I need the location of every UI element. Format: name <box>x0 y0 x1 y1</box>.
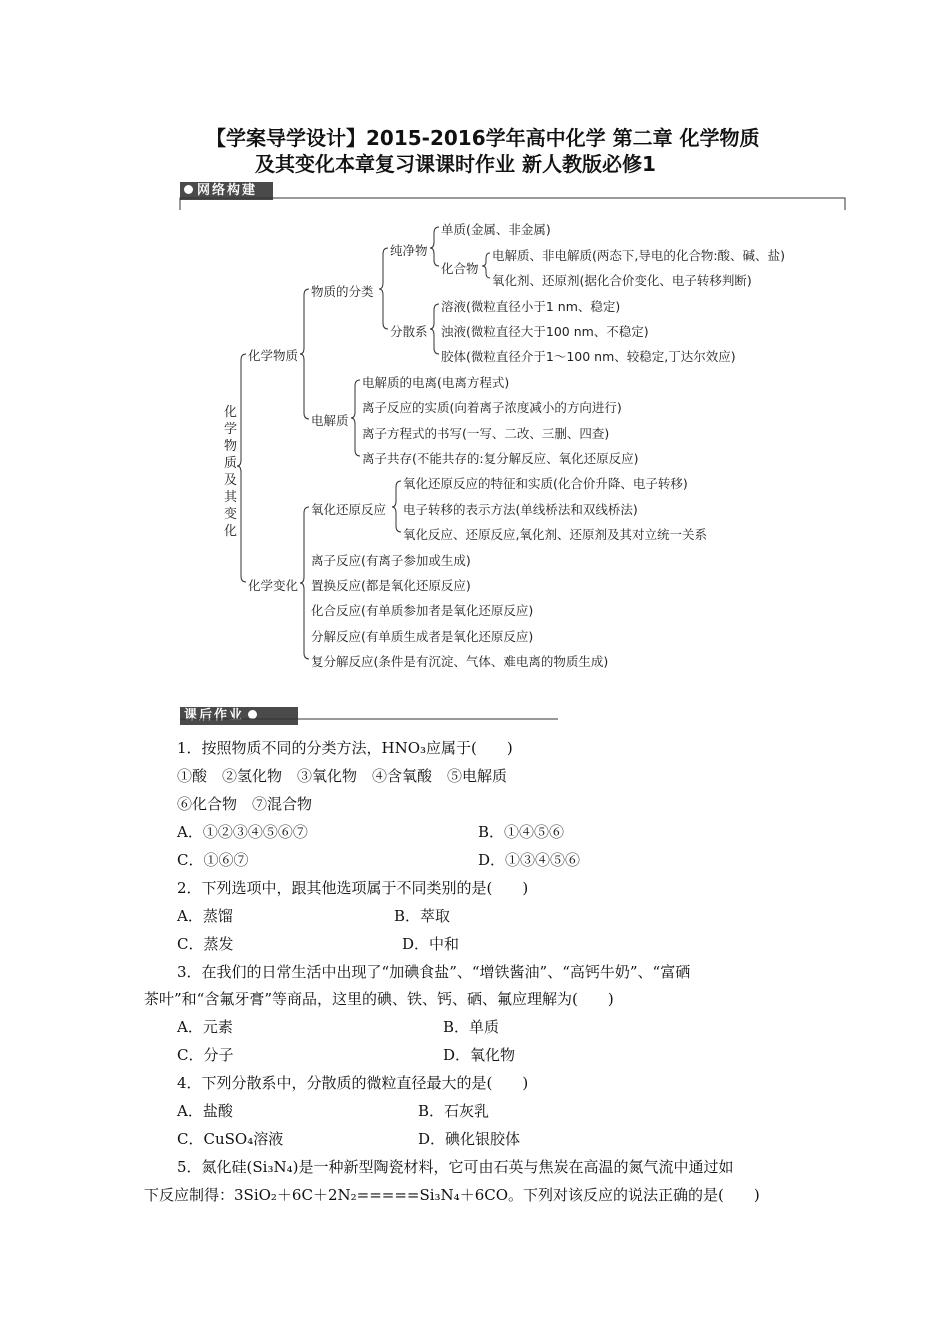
node-elementary: 单质(金属、非金属) <box>441 222 551 237</box>
option-a: A．蒸馏 <box>177 907 233 925</box>
redox-item: 电子转移的表示方法(单线桥法和双线桥法) <box>403 502 638 517</box>
question-stem: 4．下列分散系中，分散质的微粒直径最大的是( ) <box>177 1074 529 1092</box>
option-b: B．石灰乳 <box>418 1102 490 1120</box>
option-c: C．蒸发 <box>177 935 234 953</box>
option-b: B．单质 <box>443 1018 500 1036</box>
question-line: ⑥化合物 ⑦混合物 <box>177 795 313 813</box>
option-b: B．萃取 <box>394 907 451 925</box>
node-redox: 氧化还原反应 <box>311 502 387 517</box>
option-c: C．分子 <box>177 1046 234 1064</box>
option-a: A．元素 <box>177 1018 233 1036</box>
node-compound: 化合物 <box>441 261 479 276</box>
node-colloid: 胶体(微粒直径介于1～100 nm、较稳定,丁达尔效应) <box>441 349 736 364</box>
node-substance: 化学物质 <box>248 348 299 363</box>
question-line: ①酸 ②氢化物 ③氧化物 ④含氧酸 ⑤电解质 <box>177 767 508 785</box>
option-c: C．CuSO₄溶液 <box>177 1130 284 1148</box>
node-turbid: 浊液(微粒直径大于100 nm、不稳定) <box>441 324 649 339</box>
electrolyte-item: 电解质的电离(电离方程式) <box>362 375 510 390</box>
document-title-line1: 【学案导学设计】2015-2016学年高中化学 第二章 化学物质 <box>206 126 760 150</box>
network-banner-label: 网络构建 <box>197 183 258 198</box>
redox-item: 氧化还原反应的特征和实质(化合价升降、电子转移) <box>403 476 688 491</box>
reaction-type: 离子反应(有离子参加或生成) <box>311 553 471 568</box>
question-stem-cont: 下反应制得：3SiO₂＋6C＋2N₂=====Si₃N₄＋6CO。下列对该反应的说法正确的是( ) <box>144 1186 760 1204</box>
option-d: D．中和 <box>402 935 460 953</box>
reaction-type: 置换反应(都是氧化还原反应) <box>311 578 471 593</box>
node-redox-agents: 氧化剂、还原剂(据化合价变化、电子转移判断) <box>492 273 752 288</box>
node-electrolyte-def: 电解质、非电解质(两态下,导电的化合物:酸、碱、盐) <box>492 248 785 263</box>
option-c: C．①⑥⑦ <box>177 851 249 869</box>
document-title-line2: 及其变化本章复习课课时作业 新人教版必修1 <box>255 152 656 176</box>
redox-item: 氧化反应、还原反应,氧化剂、还原剂及其对立统一关系 <box>403 527 707 542</box>
option-a: A．①②③④⑤⑥⑦ <box>177 823 308 841</box>
node-electrolyte: 电解质 <box>311 413 349 428</box>
option-a: A．盐酸 <box>177 1102 233 1120</box>
question-stem: 2．下列选项中，跟其他选项属于不同类别的是( ) <box>177 879 529 897</box>
electrolyte-item: 离子共存(不能共存的:复分解反应、氧化还原反应) <box>362 451 639 466</box>
electrolyte-item: 离子方程式的书写(一写、二改、三删、四查) <box>362 426 610 441</box>
electrolyte-item: 离子反应的实质(向着离子浓度减小的方向进行) <box>362 400 622 415</box>
homework-banner-label: 课后作业 <box>184 708 245 723</box>
question-stem: 5．氮化硅(Si₃N₄)是一种新型陶瓷材料，它可由石英与焦炭在高温的氮气流中通过如 <box>177 1158 734 1176</box>
reaction-type: 分解反应(有单质生成者是氧化还原反应) <box>311 629 534 644</box>
reaction-type: 复分解反应(条件是有沉淀、气体、难电离的物质生成) <box>311 654 609 669</box>
node-pure: 纯净物 <box>390 243 428 258</box>
node-change: 化学变化 <box>248 578 299 593</box>
question-stem: 1．按照物质不同的分类方法，HNO₃应属于( ) <box>177 739 513 757</box>
option-d: D．碘化银胶体 <box>418 1130 521 1148</box>
reaction-type: 化合反应(有单质参加者是氧化还原反应) <box>311 603 534 618</box>
homework-rule <box>0 716 950 722</box>
option-d: D．①③④⑤⑥ <box>478 851 581 869</box>
node-solution: 溶液(微粒直径小于1 nm、稳定) <box>441 299 621 314</box>
question-stem: 3．在我们的日常生活中出现了“加碘食盐”、“增铁酱油”、“高钙牛奶”、“富硒 <box>177 963 691 981</box>
option-b: B．①④⑤⑥ <box>478 823 565 841</box>
node-classification: 物质的分类 <box>311 284 374 299</box>
question-stem-cont: 茶叶”和“含氟牙膏”等商品，这里的碘、铁、钙、硒、氟应理解为( ) <box>144 990 614 1008</box>
node-dispersion: 分散系 <box>390 324 428 339</box>
option-d: D．氧化物 <box>443 1046 516 1064</box>
tree-root: 化学物质及其变化 <box>224 405 238 539</box>
